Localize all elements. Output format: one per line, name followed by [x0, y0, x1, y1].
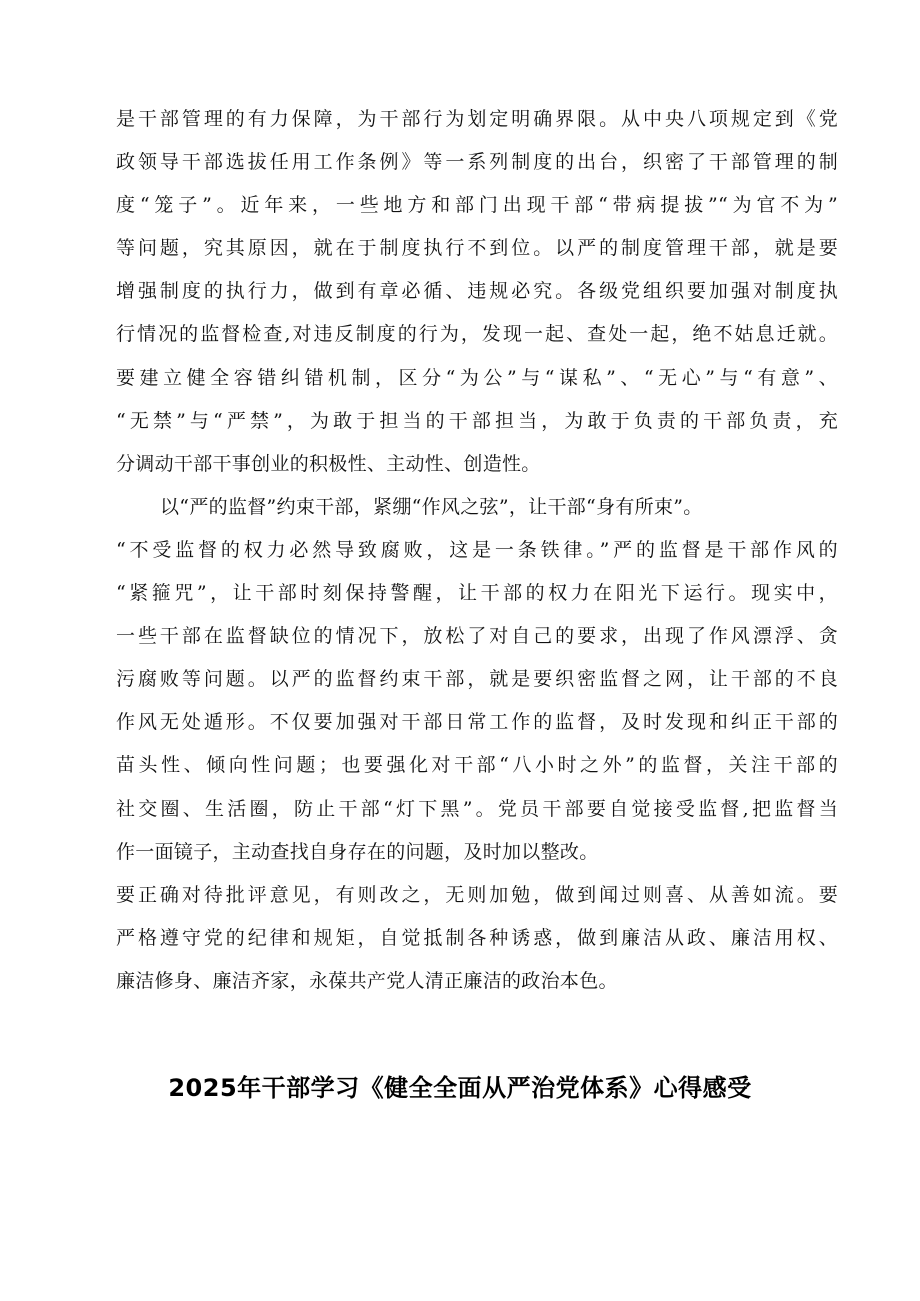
- text-line: 苗头性、倾向性问题；也要强化对干部“八小时之外”的监督，关注干部的: [116, 754, 838, 777]
- text-line: 要建立健全容错纠错机制，区分“为公”与“谋私”、“无心”与“有意”、: [116, 366, 838, 389]
- text-line: 增强制度的执行力，做到有章必循、违规必究。各级党组织要加强对制度执: [116, 280, 838, 303]
- text-line: 是干部管理的有力保障，为干部行为划定明确界限。从中央八项规定到《党: [116, 108, 838, 130]
- text-line: 分调动干部干事创业的积极性、主动性、创造性。: [116, 452, 541, 475]
- text-line: 廉洁修身、廉洁齐家，永葆共产党人清正廉洁的政治本色。: [116, 969, 618, 992]
- text-line: 度“笼子”。近年来，一些地方和部门出现干部“带病提拔”“为官不为”: [116, 194, 838, 217]
- text-line: 要正确对待批评意见，有则改之，无则加勉，做到闻过则喜、从善如流。要: [116, 883, 838, 906]
- text-line: 作一面镜子，主动查找自身存在的问题，及时加以整改。: [116, 840, 599, 863]
- text-line: 作风无处遁形。不仅要加强对干部日常工作的监督，及时发现和纠正干部的: [116, 711, 838, 734]
- text-line: 等问题，究其原因，就在于制度执行不到位。以严的制度管理干部，就是要: [116, 237, 838, 260]
- text-line: 严格遵守党的纪律和规矩，自觉抵制各种诱惑，做到廉洁从政、廉洁用权、: [116, 926, 838, 949]
- text-line: “无禁”与“严禁”，为敢于担当的干部担当，为敢于负责的干部负责，充: [116, 409, 838, 432]
- text-line: 污腐败等问题。以严的监督约束干部，就是要织密监督之网，让干部的不良: [116, 668, 838, 691]
- text-line: “紧箍咒”，让干部时刻保持警醒，让干部的权力在阳光下运行。现实中，: [116, 582, 838, 605]
- text-line: “不受监督的权力必然导致腐败，这是一条铁律。”严的监督是干部作风的: [116, 538, 838, 561]
- text-line: 一些干部在监督缺位的情况下，放松了对自己的要求，出现了作风漂浮、贪: [116, 625, 838, 648]
- paragraph-first-line: 以“严的监督”约束干部，紧绷“作风之弦”，让干部“身有所束”。: [160, 495, 703, 518]
- document-body: [116, 98, 838, 1003]
- document-title: 2025年干部学习《健全全面从严治党体系》心得感受: [168, 1074, 752, 1102]
- text-line: 行情况的监督检查,对违反制度的行为，发现一起、查处一起，绝不姑息迁就。: [116, 323, 838, 346]
- text-line: 政领导干部选拔任用工作条例》等一系列制度的出台，织密了干部管理的制: [116, 151, 838, 174]
- text-line: 社交圈、生活圈，防止干部“灯下黑”。党员干部要自觉接受监督,把监督当: [116, 797, 838, 820]
